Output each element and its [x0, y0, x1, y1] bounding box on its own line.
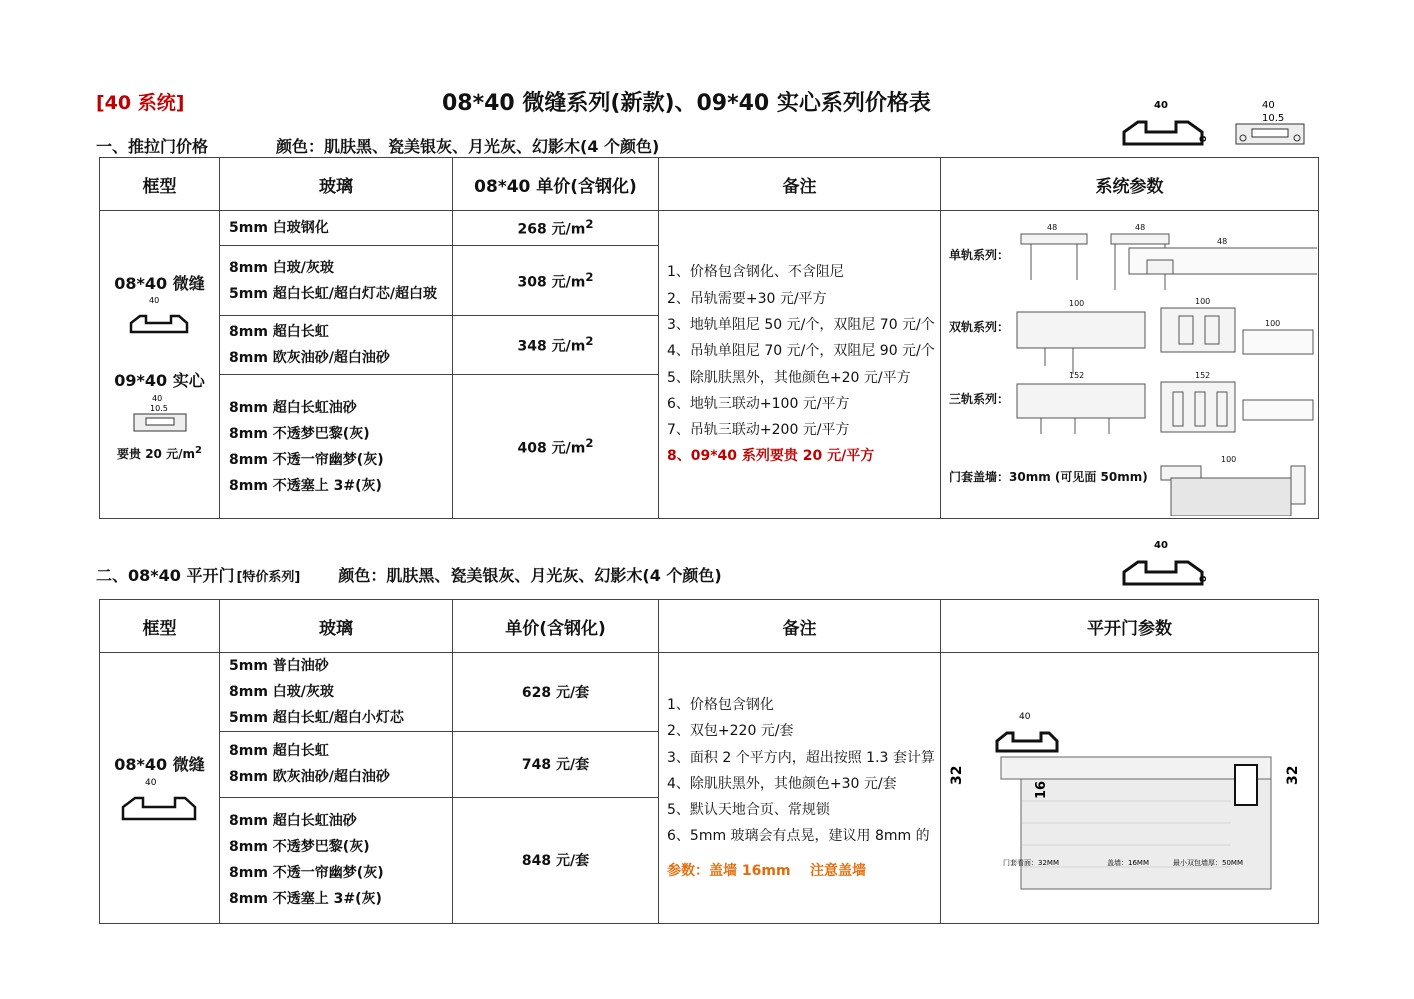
svg-text:48: 48 [1047, 222, 1058, 232]
diagram-caption: 门套看面：32MM [1003, 859, 1059, 867]
note-item: 3、地轨单阻尼 50 元/个，双阻尼 70 元/个 [667, 316, 935, 333]
section2-title: 二、08*40 平开门 [96, 566, 235, 585]
section1-colors: 颜色：肌肤黑、瓷美银灰、月光灰、幻影木(4 个颜色) [276, 137, 660, 156]
glass-option: 8mm 不透塞上 3#(灰) [229, 891, 382, 908]
glass-cell [220, 211, 453, 246]
svg-text:40: 40 [148, 296, 159, 305]
notes-cell [659, 653, 941, 924]
svg-text:40: 40 [151, 394, 162, 403]
svg-text:152: 152 [1069, 370, 1085, 380]
glass-option: 8mm 超白长虹 [229, 743, 329, 760]
svg-text:100: 100 [1221, 454, 1237, 464]
glass-option: 5mm 超白长虹/超白小灯芯 [229, 710, 404, 727]
glass-option: 8mm 超白长虹油砂 [229, 813, 357, 830]
col-header-price: 08*40 单价(含钢化) [453, 158, 659, 211]
svg-text:100: 100 [1265, 318, 1281, 328]
diagram-caption: 盖墙：16MM [1107, 859, 1149, 867]
note-item: 6、5mm 玻璃会有点晃，建议用 8mm 的 [667, 828, 930, 845]
glass-option: 8mm 超白长虹油砂 [229, 399, 357, 416]
system-tag: [40 系统] [96, 92, 185, 114]
svg-text:40: 40 [1154, 100, 1168, 111]
svg-text:100: 100 [1195, 296, 1211, 306]
glass-cell [220, 732, 453, 797]
price-cell: 268 元$/m^2$ [453, 211, 659, 246]
col-header-glass: 玻璃 [220, 600, 453, 653]
note-item: 3、面积 2 个平方内，超出按照 1.3 套计算 [667, 749, 935, 766]
price-cell: 308 元$/m^2$ [453, 246, 659, 316]
double-track-label: 双轨系列： [949, 319, 1010, 334]
section1-heading [96, 134, 659, 157]
profile-08x40-icon [1118, 96, 1214, 152]
section1-title: 一、推拉门价格 [96, 137, 209, 156]
col-header-notes: 备注 [659, 158, 941, 211]
col-header-params: 系统参数 [941, 158, 1319, 211]
col-header-params: 平开门参数 [941, 600, 1319, 653]
note-item: 5、除肌肤黑外，其他颜色+20 元/平方 [667, 369, 911, 386]
frame-type-cell [100, 653, 220, 924]
profile-08x40-icon [125, 294, 195, 338]
svg-text:16: 16 [1034, 780, 1049, 799]
sliding-door-price-table [99, 157, 1319, 519]
svg-text:10.5: 10.5 [149, 404, 168, 413]
wall-cover-label: 门套盖墙：30mm (可见面 50mm) [949, 469, 1148, 484]
notes-cell [659, 211, 941, 519]
swing-door-params-cell [941, 653, 1319, 924]
system-params-cell [941, 211, 1319, 519]
col-header-price: 单价(含钢化) [453, 600, 659, 653]
glass-cell [220, 797, 453, 923]
glass-option: 8mm 不透梦巴黎(灰) [229, 839, 370, 856]
section2-heading [96, 563, 722, 586]
glass-option: 5mm 超白长虹/超白灯芯/超白玻 [229, 285, 438, 302]
section2-colors: 颜色：肌肤黑、瓷美银灰、月光灰、幻影木(4 个颜色) [338, 566, 722, 585]
glass-option: 5mm 普白油砂 [229, 658, 329, 675]
svg-text:8: 8 [1199, 575, 1209, 582]
section2-subtitle: [特价系列] [236, 570, 301, 585]
price-cell: 628 元/套 [453, 653, 659, 732]
col-header-glass: 玻璃 [220, 158, 453, 211]
profile-09x40-icon [130, 391, 190, 435]
frame-name-09x40: 09*40 实心 [114, 371, 205, 390]
frame-name-08x40: 08*40 微缝 [114, 754, 205, 774]
glass-cell [220, 316, 453, 375]
svg-text:48: 48 [1135, 222, 1146, 232]
frame-09x40-surcharge: 要贵 20 元$/m^2$ [117, 445, 202, 461]
svg-text:8: 8 [1199, 135, 1209, 142]
glass-option: 8mm 白玻/灰玻 [229, 259, 334, 276]
frame-type-cell [100, 211, 220, 519]
profile-08x40-icon [1118, 536, 1214, 592]
note-item: 6、地轨三联动+100 元/平方 [667, 395, 850, 412]
col-header-notes: 备注 [659, 600, 941, 653]
glass-option: 8mm 欧灰油砂/超白油砂 [229, 769, 390, 786]
note-item: 7、吊轨三联动+200 元/平方 [667, 422, 850, 439]
col-header-frame: 框型 [100, 158, 220, 211]
triple-track-label: 三轨系列： [949, 391, 1010, 406]
note-item: 1、价格包含钢化、不含阻尼 [667, 264, 844, 281]
svg-text:40: 40 [144, 777, 156, 788]
profile-08x40-icon [115, 775, 205, 825]
svg-text:100: 100 [1069, 298, 1085, 308]
svg-text:48: 48 [1217, 236, 1228, 246]
price-cell: 408 元$/m^2$ [453, 375, 659, 519]
svg-text:40: 40 [1262, 100, 1275, 111]
svg-text:152: 152 [1195, 370, 1211, 380]
glass-option: 8mm 欧灰油砂/超白油砂 [229, 350, 390, 366]
svg-text:32: 32 [949, 765, 965, 785]
diagram-caption: 最小双包墙厚：50MM [1173, 859, 1243, 867]
note-item: 5、默认天地合页、常规锁 [667, 802, 830, 819]
single-track-label: 单轨系列： [949, 247, 1010, 262]
col-header-frame: 框型 [100, 600, 220, 653]
glass-option: 8mm 不透塞上 3#(灰) [229, 477, 382, 494]
frame-name-08x40: 08*40 微缝 [114, 274, 205, 293]
svg-text:40: 40 [1154, 540, 1168, 551]
svg-text:10.5: 10.5 [1262, 113, 1285, 124]
glass-cell [220, 246, 453, 316]
profile-09x40-icon [1230, 96, 1310, 152]
glass-option: 8mm 白玻/灰玻 [229, 684, 334, 701]
page-title: 08*40 微缝系列(新款)、09*40 实心系列价格表 [442, 91, 931, 116]
swing-door-section-diagram [941, 653, 1317, 919]
price-cell: 848 元/套 [453, 797, 659, 923]
svg-text:40: 40 [1019, 712, 1031, 722]
glass-option: 8mm 不透一帘幽梦(灰) [229, 451, 384, 468]
glass-option: 8mm 不透梦巴黎(灰) [229, 425, 370, 442]
track-profile-diagrams [1011, 216, 1317, 516]
glass-option: 8mm 超白长虹 [229, 324, 329, 340]
svg-text:32: 32 [1285, 765, 1301, 785]
note-item: 1、价格包含钢化 [667, 696, 774, 713]
glass-option: 8mm 不透一帘幽梦(灰) [229, 865, 384, 882]
note-params-highlight: 参数：盖墙 16mm 注意盖墙 [667, 862, 867, 879]
price-cell: 748 元/套 [453, 732, 659, 797]
price-cell: 348 元$/m^2$ [453, 316, 659, 375]
note-item: 2、双包+220 元/套 [667, 723, 794, 740]
note-item: 4、吊轨单阻尼 70 元/个，双阻尼 90 元/个 [667, 343, 935, 360]
note-item: 2、吊轨需要+30 元/平方 [667, 290, 827, 307]
glass-cell [220, 653, 453, 732]
glass-option: 5mm 白玻钢化 [229, 220, 329, 236]
glass-cell [220, 375, 453, 519]
swing-door-price-table [99, 599, 1319, 924]
note-item-highlight: 8、09*40 系列要贵 20 元/平方 [667, 448, 875, 465]
note-item: 4、除肌肤黑外，其他颜色+30 元/套 [667, 775, 897, 792]
